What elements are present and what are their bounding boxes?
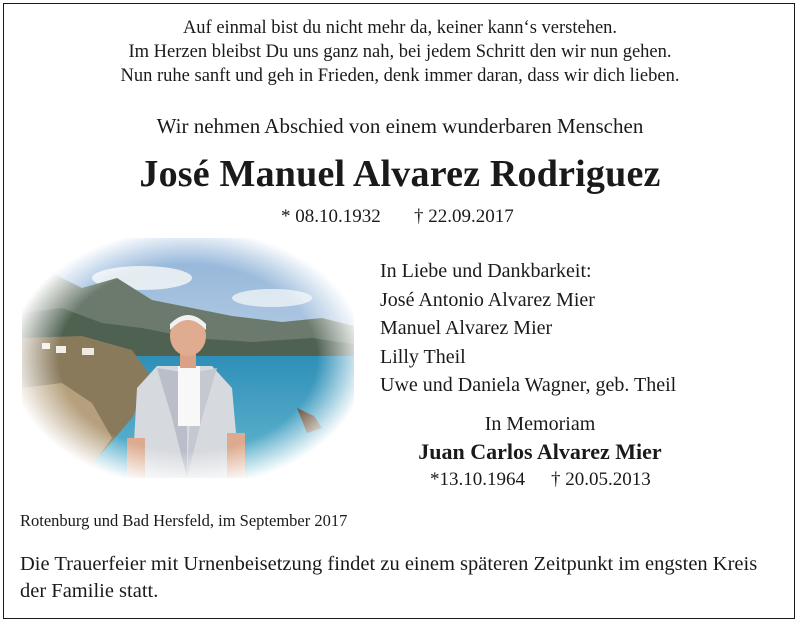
death-date: † 22.09.2017 (414, 206, 514, 227)
poem-line: Im Herzen bleibst Du uns ganz nah, bei jedem Schritt den wir nun gehen. (128, 42, 672, 62)
mourner-name: José Antonio Alvarez Mier (380, 288, 595, 311)
farewell-intro: Wir nehmen Abschied von einem wunderbaren Menschen (156, 114, 644, 138)
mourners-heading: In Liebe und Dankbarkeit: (380, 260, 592, 282)
mourner-name: Manuel Alvarez Mier (380, 317, 553, 339)
birth-date: * 08.10.1932 (281, 206, 381, 227)
memoriam-birth-date: *13.10.1964 (430, 469, 525, 490)
mourner-name: Uwe und Daniela Wagner, geb. Theil (380, 374, 677, 396)
portrait-photo (22, 238, 354, 478)
funeral-notice: Die Trauerfeier mit Urnenbeisetzung findet zu einem späteren Zeitpunkt im engsten Kreis der Familie statt. (20, 553, 758, 602)
mourner-name: Lilly Theil (380, 345, 466, 368)
place-date: Rotenburg und Bad Hersfeld, im September 2017 (20, 511, 348, 530)
poem-line: Nun ruhe sanft und geh in Frieden, denk immer daran, dass wir dich lieben. (120, 66, 680, 86)
memoriam-death-date: † 20.05.2013 (551, 469, 651, 490)
poem (0, 16, 800, 88)
memoriam-title: In Memoriam (484, 413, 596, 435)
memoriam-name: Juan Carlos Alvarez Mier (418, 439, 662, 464)
poem-line: Auf einmal bist du nicht mehr da, keiner kann‘s verstehen. (182, 18, 618, 38)
deceased-name: José Manuel Alvarez Rodriguez (139, 153, 661, 195)
mourners-list (380, 257, 676, 400)
